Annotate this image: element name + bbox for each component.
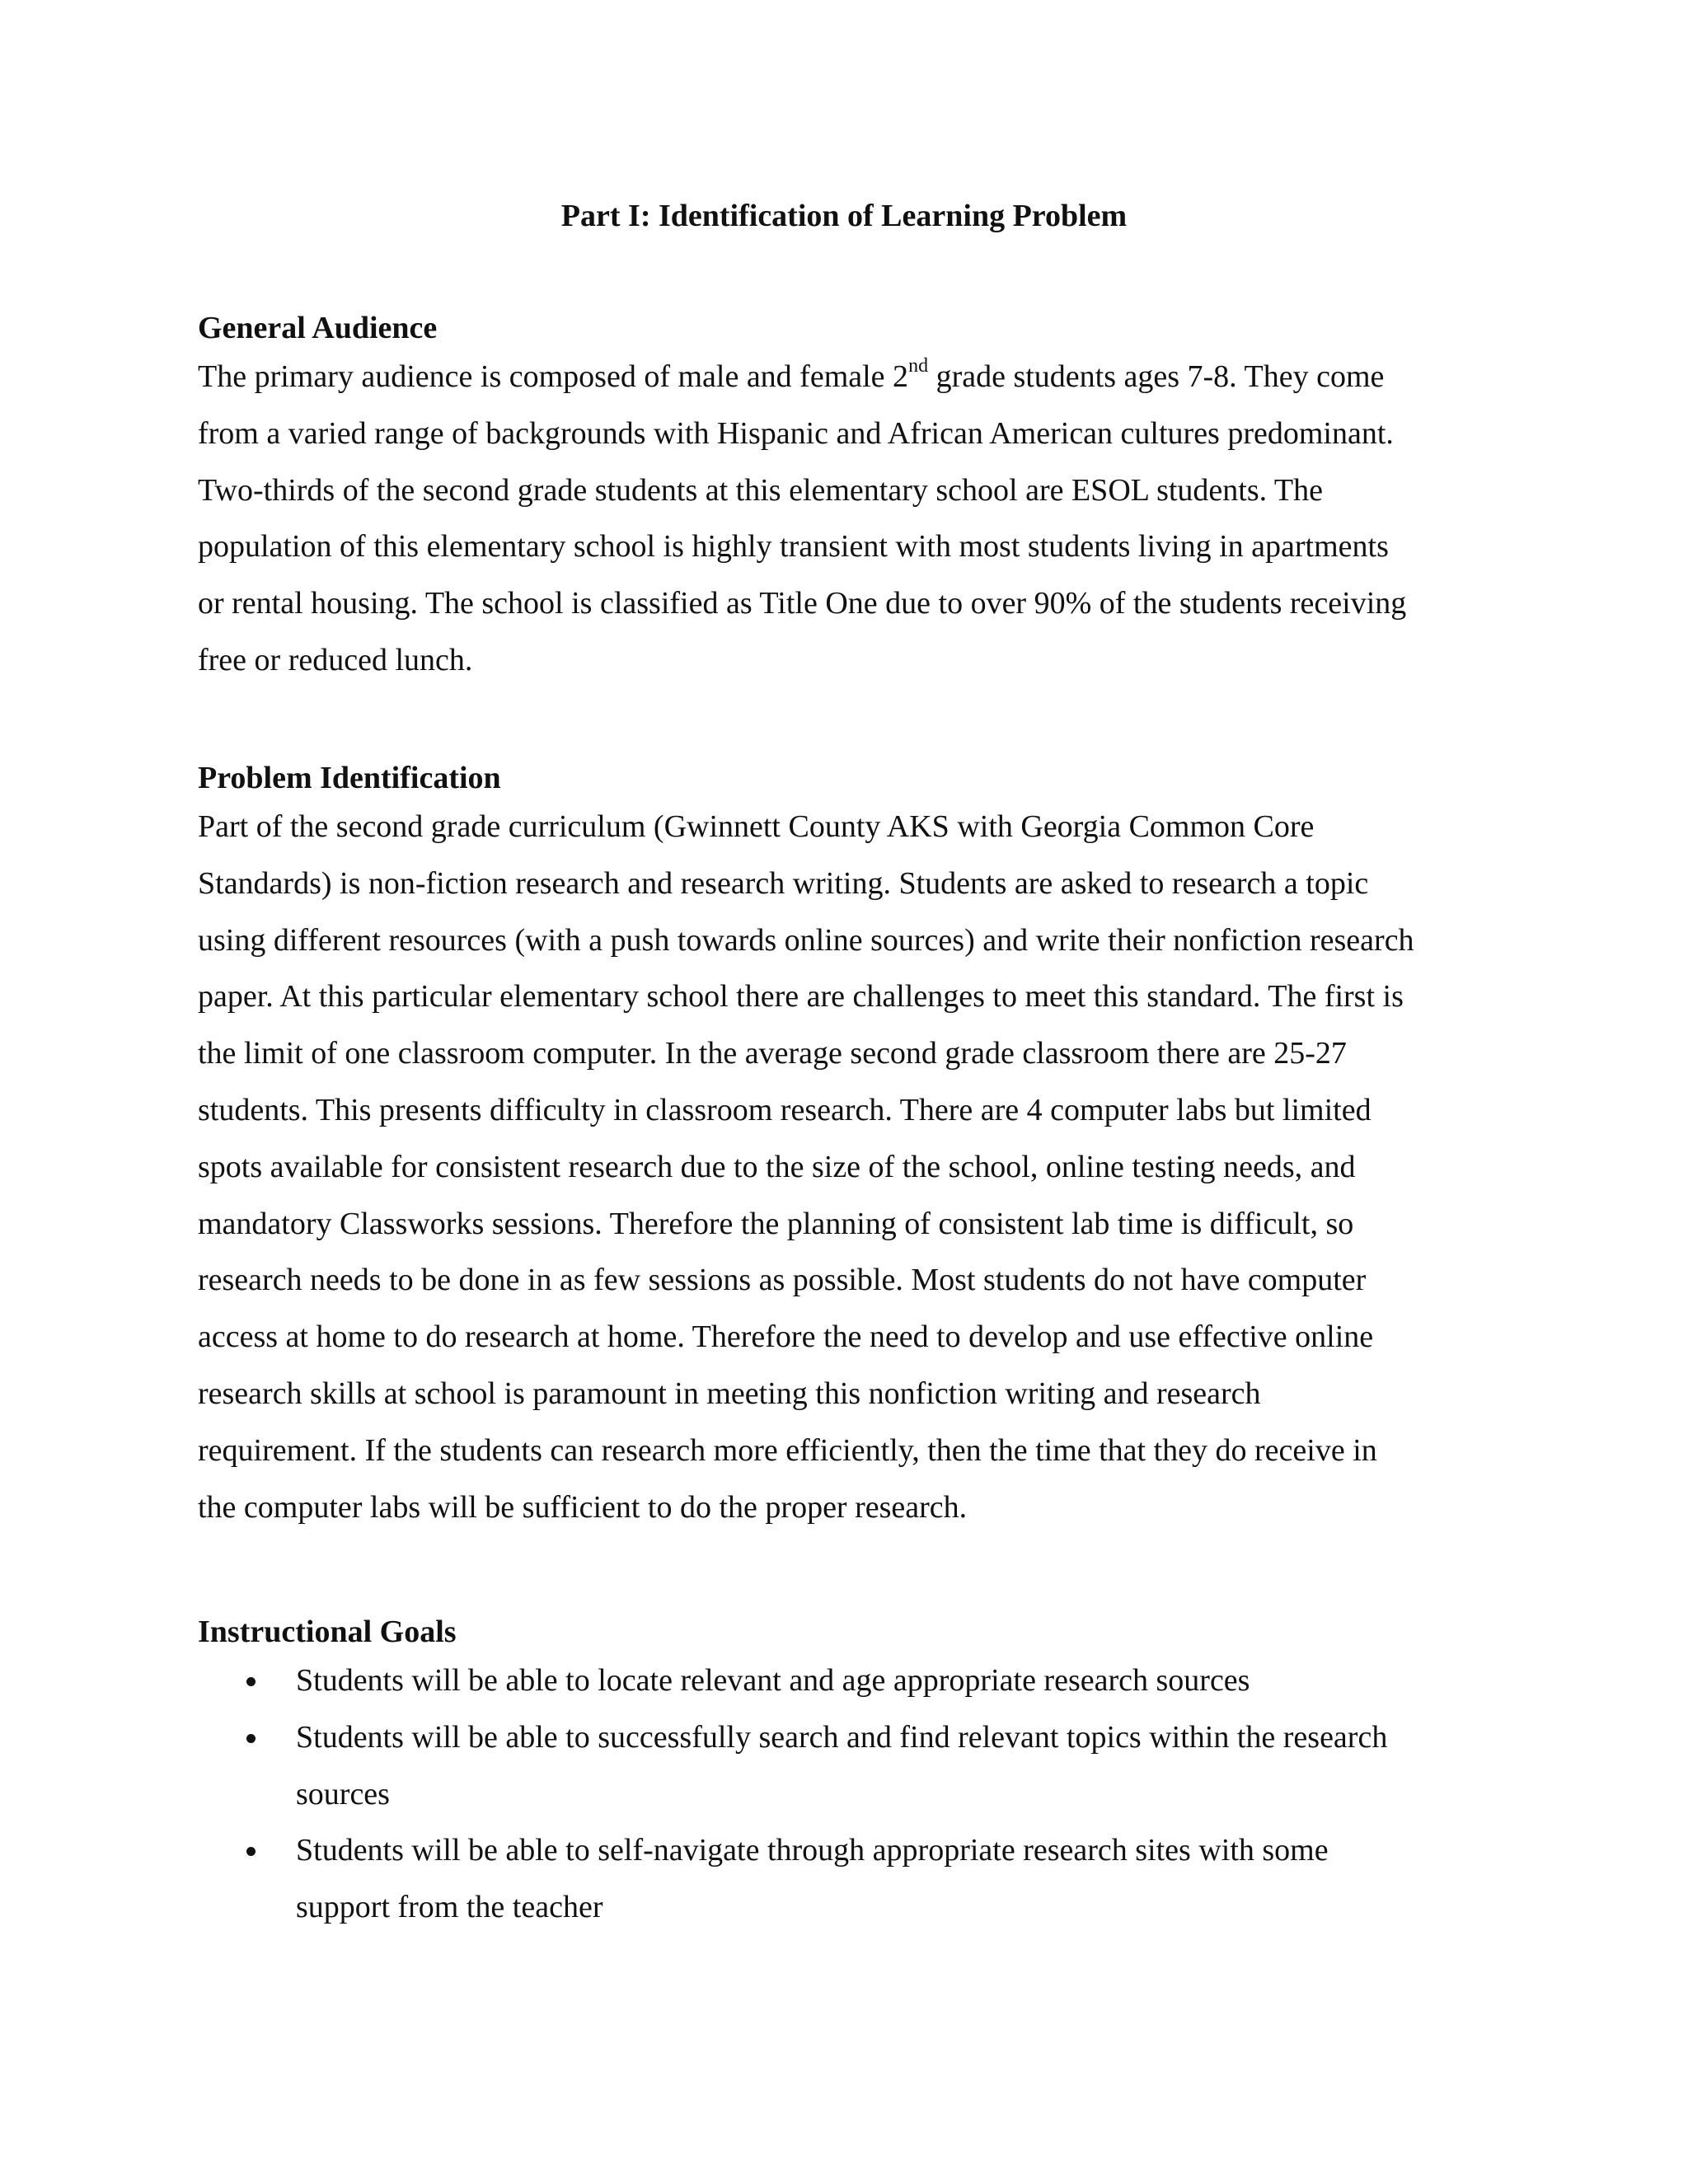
problem-identification-paragraph	[198, 799, 1517, 1535]
paragraph-line: from a varied range of backgrounds with Hispanic and African American cultures predominant.	[198, 415, 1394, 451]
paragraph-line: The primary audience is composed of male and female 2nd grade students ages 7-8. They come	[198, 355, 1385, 394]
general-audience-section	[198, 307, 1517, 689]
paragraph-line: the limit of one classroom computer. In the average second grade classroom there are 25-27	[198, 1036, 1347, 1071]
bullet-icon	[246, 1677, 256, 1686]
paragraph-line: population of this elementary school is highly transient with most students living in apartments	[198, 529, 1389, 565]
general-audience-heading: General Audience	[198, 311, 438, 345]
paragraph-line: mandatory Classworks sessions. Therefore the planning of consistent lab time is difficult, so	[198, 1206, 1354, 1241]
paragraph-line: students. This presents difficulty in classroom research. There are 4 computer labs but limited	[198, 1092, 1372, 1127]
ordinal-superscript: nd	[908, 355, 929, 377]
bullet-icon	[246, 1847, 256, 1856]
page-title: Part I: Identification of Learning Problem	[560, 199, 1128, 233]
goal-line: sources	[296, 1776, 390, 1811]
paragraph-line: research skills at school is paramount in meeting this nonfiction writing and research	[198, 1376, 1261, 1411]
bullet-icon	[246, 1734, 256, 1743]
instructional-goals-heading: Instructional Goals	[198, 1615, 457, 1649]
paragraph-line: the computer labs will be sufficient to do the proper research.	[198, 1489, 968, 1525]
paragraph-line: access at home to do research at home. Therefore the need to develop and use effective online	[198, 1319, 1374, 1355]
paragraph-line: Two-thirds of the second grade students at this elementary school are ESOL students. The	[198, 472, 1324, 508]
goal-list-item	[198, 1709, 1517, 1823]
goal-line: Students will be able to successfully search and find relevant topics within the research	[296, 1719, 1388, 1755]
problem-identification-heading: Problem Identification	[198, 761, 501, 795]
goal-line: Students will be able to self-navigate through appropriate research sites with some	[296, 1833, 1329, 1868]
paragraph-line: Standards) is non-fiction research and research writing. Students are asked to research a topic	[198, 865, 1369, 901]
goal-line: support from the teacher	[296, 1890, 603, 1925]
general-audience-paragraph	[198, 349, 1517, 689]
paragraph-line: free or reduced lunch.	[198, 642, 473, 677]
goal-list-item	[198, 1652, 1517, 1709]
goal-list-item	[198, 1822, 1517, 1936]
instructional-goals-section	[198, 1610, 1517, 1936]
paragraph-line: requirement. If the students can research more efficiently, then the time that they do receive in	[198, 1432, 1377, 1468]
paragraph-line: research needs to be done in as few sessions as possible. Most students do not have computer	[198, 1263, 1367, 1298]
paragraph-line: Part of the second grade curriculum (Gwinnett County AKS with Georgia Common Core	[198, 809, 1315, 844]
problem-identification-section	[198, 757, 1517, 1535]
paragraph-line: using different resources (with a push towards online sources) and write their nonfiction research	[198, 922, 1414, 958]
paragraph-line: spots available for consistent research due to the size of the school, online testing needs, and	[198, 1149, 1356, 1184]
instructional-goals-list	[198, 1652, 1517, 1936]
paragraph-line: or rental housing. The school is classified as Title One due to over 90% of the students receiving	[198, 586, 1407, 621]
paragraph-line: paper. At this particular elementary school there are challenges to meet this standard. The first is	[198, 979, 1404, 1015]
goal-line: Students will be able to locate relevant and age appropriate research sources	[296, 1663, 1250, 1698]
